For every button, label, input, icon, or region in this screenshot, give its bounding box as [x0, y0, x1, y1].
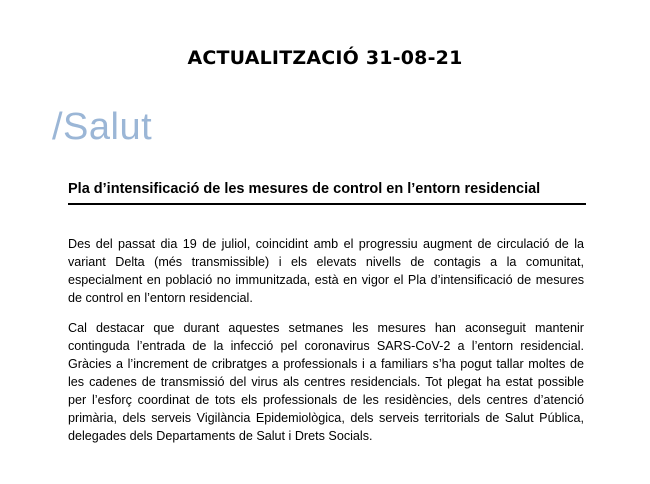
- update-title: ACTUALITZACIÓ 31-08-21: [187, 47, 463, 69]
- body-paragraph-2: Cal destacar que durant aquestes setmanes les mesures han aconseguit mantenir continguda l’entrada de la infecció pel coronavirus SARS-CoV-2 a l’entorn residencial. Gràcies a l’increment de cribratges a professionals i a familiars s’ha pogut tallar moltes de les cadenes de transmissió del virus als centres residencials. Tot plegat ha estat possible per l’esforç coordinat de tots els professionals de les residències, dels centres d’atenció primària, dels serveis Vigilància Epidemiològica, dels serveis territorials de Salut Pública, delegades dels Departaments de Salut i Drets Socials.: [68, 321, 584, 443]
- brand-logo-text: /Salut: [52, 106, 153, 148]
- section-heading: Pla d’intensificació de les mesures de control en l’entorn residencial: [68, 181, 586, 205]
- body-paragraph-1: Des del passat dia 19 de juliol, coincidint amb el progressiu augment de circulació de la variant Delta (més transmissible) i els elevats nivells de contagis a la comunitat, especialment en població no immunitzada, està en vigor el Pla d’intensificació de mesures de control en l’entorn residencial.: [68, 237, 584, 305]
